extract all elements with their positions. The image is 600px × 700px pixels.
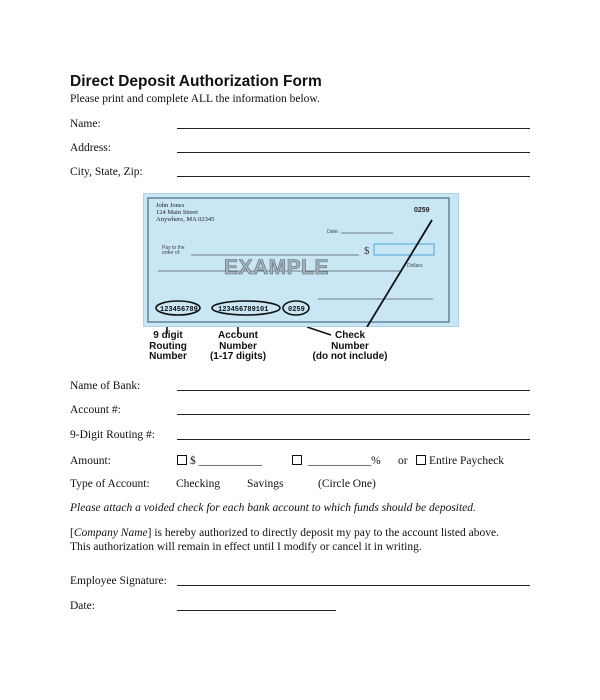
account-number-field-line[interactable] — [177, 414, 530, 415]
voided-check-note: Please attach a voided check for each bank account to which funds should be deposited. — [70, 502, 476, 514]
check-holder-address2: Anywhere, MA 02345 — [156, 216, 215, 223]
city-state-zip-label: City, State, Zip: — [70, 166, 143, 178]
account-type-label: Type of Account: — [70, 478, 150, 490]
check-dollar-sign: $ — [364, 245, 370, 257]
routing-callout-line1: 9 digit — [153, 330, 183, 341]
account-callout — [202, 331, 274, 363]
amount-percent-checkbox[interactable] — [292, 455, 302, 465]
check-number-callout-line3: (do not include) — [312, 351, 388, 362]
account-callout-line1: Account — [218, 330, 258, 341]
city-state-zip-field-line[interactable] — [177, 176, 530, 177]
routing-callout-line2: Routing — [149, 340, 187, 352]
routing-number-label: 9-Digit Routing #: — [70, 429, 155, 441]
entire-paycheck-label: Entire Paycheck — [429, 455, 505, 467]
check-number-callout-line2: Number — [331, 340, 369, 352]
account-callout-line3: (1-17 digits) — [209, 351, 267, 362]
authorization-paragraph — [70, 527, 540, 554]
bank-name-field-line[interactable] — [177, 390, 530, 391]
signature-date-label: Date: — [70, 600, 95, 612]
amount-percent-option — [292, 455, 381, 467]
signature-date-line[interactable] — [177, 610, 336, 611]
check-dollars-label: Dollars — [407, 263, 423, 269]
authorization-line2: This authorization will remain in effect until I modify or cancel it in writing. — [70, 540, 422, 553]
name-field-line[interactable] — [177, 128, 530, 129]
example-check — [143, 193, 459, 327]
micr-routing: 123456789 — [160, 306, 198, 314]
check-number-top: 0259 — [414, 207, 430, 214]
authorization-text: is hereby authorized to directly deposit my pay to the account listed above. — [154, 527, 499, 539]
check-number-callout — [305, 331, 395, 363]
amount-dollar-field[interactable]: $ ___________ — [190, 455, 262, 467]
account-type-circle-one: (Circle One) — [318, 478, 376, 490]
check-date-label: Date: — [327, 229, 339, 235]
account-number-label: Account #: — [70, 404, 121, 416]
employee-signature-line[interactable] — [177, 585, 530, 586]
employee-signature-label: Employee Signature: — [70, 575, 167, 587]
amount-dollar-option — [177, 455, 262, 467]
bank-name-label: Name of Bank: — [70, 380, 141, 392]
micr-check: 0259 — [288, 306, 305, 314]
address-label: Address: — [70, 142, 111, 154]
check-example-watermark: EXAMPLE — [224, 256, 330, 279]
name-label: Name: — [70, 118, 101, 130]
check-number-callout-line1: Check — [334, 330, 365, 341]
account-callout-line2: Number — [219, 340, 257, 352]
form-instructions: Please print and complete ALL the information below. — [70, 93, 320, 105]
entire-paycheck-option — [416, 455, 504, 467]
form-title: Direct Deposit Authorization Form — [70, 73, 322, 90]
authorization-line1: [Company Name] is hereby authorized to directly deposit my pay to the account listed above. — [70, 527, 499, 539]
check-order-of-label: order of: — [162, 250, 181, 256]
entire-paycheck-checkbox[interactable] — [416, 455, 426, 465]
routing-number-field-line[interactable] — [177, 439, 530, 440]
amount-label: Amount: — [70, 455, 111, 467]
amount-or-text: or — [398, 455, 408, 467]
check-holder-address1: 124 Main Street — [156, 209, 198, 216]
account-type-savings[interactable]: Savings — [247, 478, 284, 490]
micr-account: 123456789101 — [218, 306, 269, 314]
check-holder-name: John Jones — [156, 202, 185, 209]
example-check-graphic — [143, 193, 459, 327]
routing-callout — [138, 331, 198, 363]
amount-percent-field[interactable]: ___________% — [307, 455, 381, 467]
company-name-placeholder: Company Name — [73, 527, 148, 539]
address-field-line[interactable] — [177, 152, 530, 153]
routing-callout-line3: Number — [149, 351, 187, 362]
account-type-checking[interactable]: Checking — [176, 478, 221, 490]
check-pay-to-label: Pay to the — [162, 245, 185, 251]
amount-dollar-checkbox[interactable] — [177, 455, 187, 465]
